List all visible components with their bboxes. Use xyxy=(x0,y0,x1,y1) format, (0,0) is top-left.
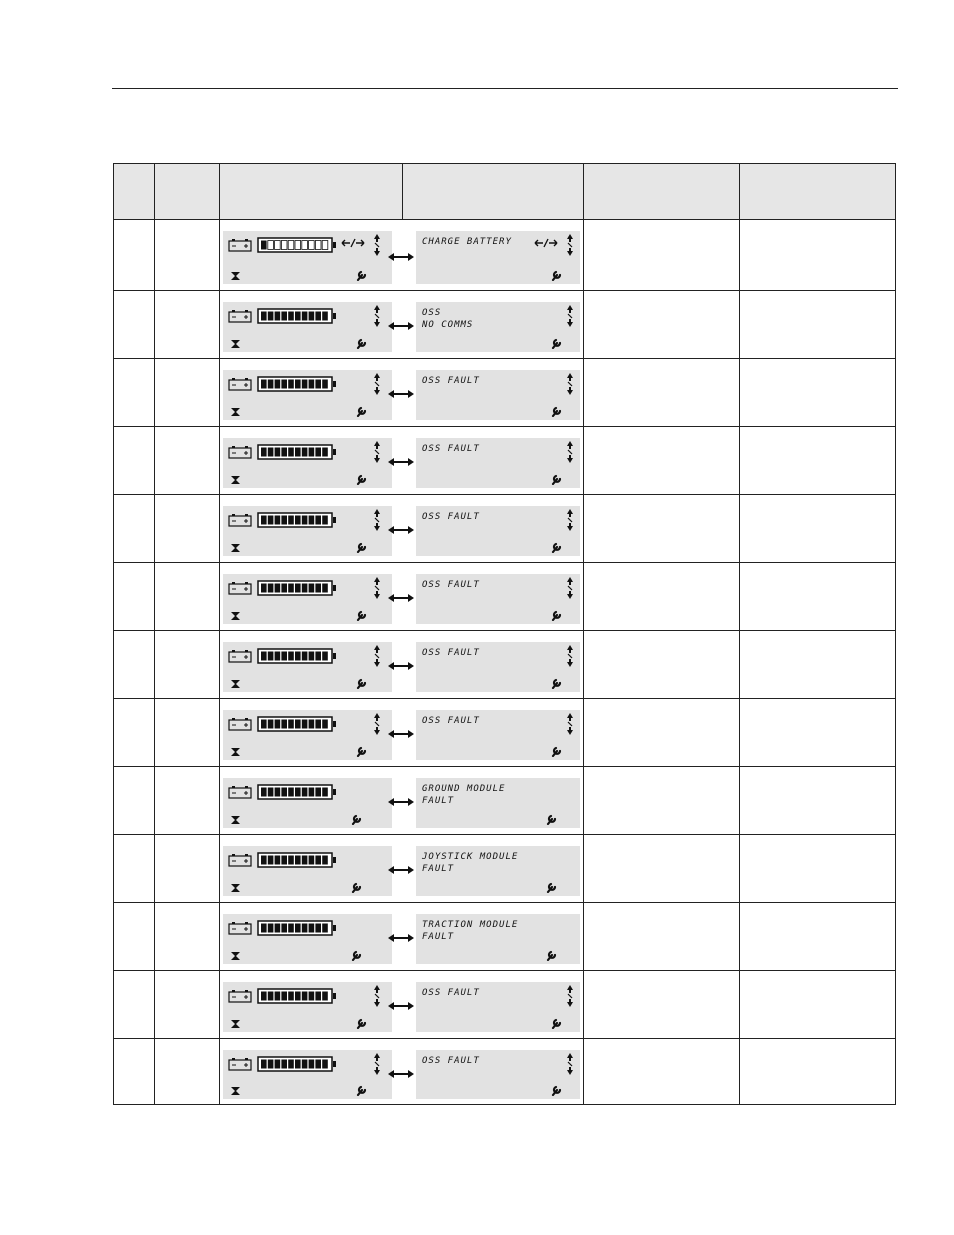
wrench-icon xyxy=(351,881,362,893)
battery-segment-filled xyxy=(322,856,328,865)
double-arrow-icon xyxy=(388,252,414,262)
wrench-icon xyxy=(356,745,367,757)
lcd-message-line-1: OSS FAULT xyxy=(422,648,480,658)
lcd-main-screen xyxy=(223,846,392,896)
lcd-message-line-2: FAULT xyxy=(422,864,455,874)
battery-segment-filled xyxy=(281,788,287,797)
battery-segment-empty xyxy=(295,241,301,250)
battery-segment-filled xyxy=(275,924,281,933)
battery-segment-filled xyxy=(261,312,267,321)
battery-segment-filled xyxy=(275,788,281,797)
fault-display-table xyxy=(113,163,896,1105)
double-arrow-icon xyxy=(388,1001,414,1011)
lcd-message-screen xyxy=(416,642,580,692)
battery-segment-empty xyxy=(288,241,294,250)
battery-level-gauge xyxy=(257,1056,337,1072)
battery-segment-filled xyxy=(309,720,315,729)
table-row xyxy=(114,220,897,291)
battery-segment-filled xyxy=(295,652,301,661)
lightning-icon xyxy=(565,1053,575,1075)
battery-segment-filled xyxy=(302,448,308,457)
battery-level-gauge xyxy=(257,444,337,460)
double-arrow-icon xyxy=(388,1069,414,1079)
wrench-icon xyxy=(356,405,367,417)
battery-segment-filled xyxy=(315,312,321,321)
battery-segment-filled xyxy=(322,1060,328,1069)
battery-segment-filled xyxy=(315,584,321,593)
lightning-icon xyxy=(372,441,382,463)
wrench-icon xyxy=(551,609,562,621)
battery-segment-filled xyxy=(281,652,287,661)
lightning-icon xyxy=(565,645,575,667)
battery-segment-filled xyxy=(288,448,294,457)
battery-segment-filled xyxy=(281,992,287,1001)
top-rule xyxy=(112,88,898,89)
double-arrow-icon xyxy=(388,797,414,807)
battery-level-gauge xyxy=(257,648,337,664)
wrench-icon xyxy=(356,269,367,281)
lcd-message-line-1: OSS FAULT xyxy=(422,512,480,522)
lightning-icon xyxy=(565,373,575,395)
double-arrow-icon xyxy=(388,321,414,331)
battery-segment-filled xyxy=(309,1060,315,1069)
battery-segment-filled xyxy=(275,516,281,525)
wrench-icon xyxy=(356,337,367,349)
battery-segment-empty xyxy=(281,241,287,250)
battery-segment-filled xyxy=(302,720,308,729)
battery-segment-filled xyxy=(288,652,294,661)
lcd-message-screen xyxy=(416,574,580,624)
lcd-message-screen xyxy=(416,438,580,488)
lcd-message-line-2: FAULT xyxy=(422,932,455,942)
hourglass-icon xyxy=(230,339,241,349)
wrench-icon xyxy=(551,1084,562,1096)
wrench-icon xyxy=(551,269,562,281)
battery-level-gauge xyxy=(257,988,337,1004)
battery-segment-filled xyxy=(302,856,308,865)
lcd-main-screen xyxy=(223,370,392,420)
lightning-icon xyxy=(372,713,382,735)
battery-segment-filled xyxy=(275,312,281,321)
wrench-icon xyxy=(551,541,562,553)
battery-segment-filled xyxy=(295,584,301,593)
battery-segment-filled xyxy=(268,924,274,933)
battery-segment-filled xyxy=(281,1060,287,1069)
wrench-icon xyxy=(351,949,362,961)
battery-segment-filled xyxy=(281,856,287,865)
wrench-icon xyxy=(551,1017,562,1029)
battery-segment-filled xyxy=(302,992,308,1001)
lightning-icon xyxy=(565,577,575,599)
lightning-icon xyxy=(372,509,382,531)
plug-disconnect-icon xyxy=(341,238,365,248)
wrench-icon xyxy=(551,405,562,417)
lightning-icon xyxy=(565,509,575,531)
battery-segment-filled xyxy=(281,312,287,321)
battery-icon xyxy=(228,785,252,799)
battery-icon xyxy=(228,238,252,252)
battery-segment-filled xyxy=(309,448,315,457)
lcd-message-screen xyxy=(416,982,580,1032)
wrench-icon xyxy=(351,813,362,825)
battery-segment-filled xyxy=(309,788,315,797)
lightning-icon xyxy=(565,985,575,1007)
battery-segment-filled xyxy=(268,652,274,661)
hourglass-icon xyxy=(230,1086,241,1096)
hourglass-icon xyxy=(230,883,241,893)
battery-segment-filled xyxy=(261,652,267,661)
battery-segment-filled xyxy=(295,516,301,525)
battery-icon xyxy=(228,649,252,663)
battery-segment-filled xyxy=(302,516,308,525)
double-arrow-icon xyxy=(388,457,414,467)
lcd-message-line-2: NO COMMS xyxy=(422,320,474,330)
battery-segment-filled xyxy=(315,992,321,1001)
hourglass-icon xyxy=(230,543,241,553)
battery-segment-empty xyxy=(302,241,308,250)
lcd-message-line-1: OSS FAULT xyxy=(422,988,480,998)
lcd-main-screen xyxy=(223,1050,392,1099)
battery-segment-filled xyxy=(295,720,301,729)
battery-segment-filled xyxy=(295,856,301,865)
battery-segment-filled xyxy=(268,516,274,525)
battery-segment-filled xyxy=(302,924,308,933)
battery-segment-filled xyxy=(295,1060,301,1069)
lcd-message-screen xyxy=(416,1050,580,1099)
battery-segment-filled xyxy=(281,720,287,729)
battery-level-gauge xyxy=(257,784,337,800)
battery-segment-filled xyxy=(288,1060,294,1069)
wrench-icon xyxy=(356,677,367,689)
battery-segment-filled xyxy=(302,652,308,661)
lcd-message-screen xyxy=(416,846,580,896)
lcd-main-screen xyxy=(223,914,392,964)
table-row xyxy=(114,359,897,427)
battery-segment-filled xyxy=(281,448,287,457)
battery-segment-filled xyxy=(322,312,328,321)
battery-segment-filled xyxy=(322,584,328,593)
battery-segment-filled xyxy=(281,924,287,933)
lcd-message-screen xyxy=(416,302,580,352)
battery-segment-filled xyxy=(322,788,328,797)
battery-segment-filled xyxy=(322,380,328,389)
battery-segment-filled xyxy=(261,1060,267,1069)
hourglass-icon xyxy=(230,407,241,417)
battery-segment-filled xyxy=(295,448,301,457)
wrench-icon xyxy=(551,337,562,349)
battery-segment-filled xyxy=(295,924,301,933)
battery-segment-filled xyxy=(288,788,294,797)
lcd-message-screen xyxy=(416,710,580,760)
wrench-icon xyxy=(356,1017,367,1029)
hourglass-icon xyxy=(230,475,241,485)
lcd-message-line-1: OSS FAULT xyxy=(422,580,480,590)
hourglass-icon xyxy=(230,611,241,621)
battery-segment-filled xyxy=(261,516,267,525)
battery-segment-filled xyxy=(302,584,308,593)
battery-segment-filled xyxy=(302,380,308,389)
lightning-icon xyxy=(372,1053,382,1075)
table-row xyxy=(114,1039,897,1106)
wrench-icon xyxy=(356,541,367,553)
wrench-icon xyxy=(356,609,367,621)
battery-icon xyxy=(228,717,252,731)
battery-segment-filled xyxy=(288,380,294,389)
battery-segment-filled xyxy=(261,992,267,1001)
battery-segment-filled xyxy=(315,924,321,933)
battery-icon xyxy=(228,989,252,1003)
battery-segment-filled xyxy=(322,992,328,1001)
double-arrow-icon xyxy=(388,389,414,399)
battery-level-gauge xyxy=(257,716,337,732)
battery-level-gauge xyxy=(257,852,337,868)
battery-segment-filled xyxy=(261,241,267,250)
table-row xyxy=(114,971,897,1039)
battery-segment-filled xyxy=(288,312,294,321)
battery-segment-empty xyxy=(309,241,315,250)
lcd-main-screen xyxy=(223,642,392,692)
battery-segment-filled xyxy=(275,856,281,865)
battery-segment-filled xyxy=(275,380,281,389)
lcd-message-line-1: OSS FAULT xyxy=(422,376,480,386)
battery-segment-filled xyxy=(268,1060,274,1069)
battery-level-gauge xyxy=(257,237,337,253)
lcd-message-line-1: JOYSTICK MODULE xyxy=(422,852,519,862)
battery-segment-filled xyxy=(322,652,328,661)
wrench-icon xyxy=(546,881,557,893)
battery-segment-filled xyxy=(309,992,315,1001)
battery-segment-filled xyxy=(275,584,281,593)
battery-segment-filled xyxy=(309,584,315,593)
lcd-message-screen xyxy=(416,914,580,964)
double-arrow-icon xyxy=(388,593,414,603)
double-arrow-icon xyxy=(388,865,414,875)
battery-segment-filled xyxy=(275,992,281,1001)
battery-segment-filled xyxy=(268,380,274,389)
lightning-icon xyxy=(565,234,575,256)
battery-segment-filled xyxy=(302,1060,308,1069)
battery-segment-empty xyxy=(315,241,321,250)
wrench-icon xyxy=(356,473,367,485)
double-arrow-icon xyxy=(388,525,414,535)
table-row xyxy=(114,903,897,971)
table-row xyxy=(114,291,897,359)
battery-segment-filled xyxy=(288,924,294,933)
battery-segment-filled xyxy=(261,788,267,797)
lightning-icon xyxy=(372,305,382,327)
lightning-icon xyxy=(372,373,382,395)
lightning-icon xyxy=(372,645,382,667)
lcd-message-screen xyxy=(416,506,580,556)
lightning-icon xyxy=(372,234,382,256)
lcd-message-line-1: OSS xyxy=(422,308,442,318)
battery-segment-filled xyxy=(288,720,294,729)
battery-segment-filled xyxy=(261,924,267,933)
battery-level-gauge xyxy=(257,920,337,936)
lightning-icon xyxy=(565,305,575,327)
lcd-main-screen xyxy=(223,438,392,488)
battery-icon xyxy=(228,581,252,595)
lcd-main-screen xyxy=(223,982,392,1032)
wrench-icon xyxy=(546,813,557,825)
lightning-icon xyxy=(372,577,382,599)
battery-segment-filled xyxy=(261,720,267,729)
battery-segment-filled xyxy=(302,312,308,321)
battery-segment-filled xyxy=(261,584,267,593)
battery-segment-filled xyxy=(268,856,274,865)
battery-icon xyxy=(228,1057,252,1071)
lcd-main-screen xyxy=(223,506,392,556)
battery-segment-filled xyxy=(315,788,321,797)
battery-segment-filled xyxy=(288,516,294,525)
battery-icon xyxy=(228,513,252,527)
lcd-message-screen xyxy=(416,370,580,420)
table-row xyxy=(114,427,897,495)
battery-segment-filled xyxy=(322,720,328,729)
wrench-icon xyxy=(551,745,562,757)
hourglass-icon xyxy=(230,951,241,961)
plug-disconnect-icon xyxy=(534,238,558,248)
battery-segment-filled xyxy=(268,448,274,457)
battery-segment-filled xyxy=(309,652,315,661)
hourglass-icon xyxy=(230,747,241,757)
table-row xyxy=(114,835,897,903)
lcd-message-line-1: TRACTION MODULE xyxy=(422,920,519,930)
lightning-icon xyxy=(372,985,382,1007)
battery-segment-filled xyxy=(281,516,287,525)
battery-segment-filled xyxy=(275,448,281,457)
hourglass-icon xyxy=(230,679,241,689)
lcd-main-screen xyxy=(223,231,392,284)
battery-segment-filled xyxy=(275,652,281,661)
table-row xyxy=(114,563,897,631)
table-row xyxy=(114,631,897,699)
battery-segment-filled xyxy=(315,1060,321,1069)
battery-segment-filled xyxy=(315,856,321,865)
battery-icon xyxy=(228,377,252,391)
battery-level-gauge xyxy=(257,512,337,528)
lcd-message-line-1: GROUND MODULE xyxy=(422,784,506,794)
battery-segment-empty xyxy=(275,241,281,250)
lcd-message-line-1: OSS FAULT xyxy=(422,716,480,726)
battery-icon xyxy=(228,853,252,867)
lcd-main-screen xyxy=(223,574,392,624)
battery-segment-filled xyxy=(281,380,287,389)
battery-segment-filled xyxy=(322,924,328,933)
battery-segment-filled xyxy=(261,380,267,389)
battery-segment-filled xyxy=(309,516,315,525)
table-header xyxy=(114,164,895,220)
lcd-main-screen xyxy=(223,710,392,760)
wrench-icon xyxy=(551,473,562,485)
battery-segment-filled xyxy=(322,448,328,457)
hourglass-icon xyxy=(230,815,241,825)
battery-segment-filled xyxy=(295,788,301,797)
battery-level-gauge xyxy=(257,376,337,392)
battery-level-gauge xyxy=(257,580,337,596)
battery-segment-filled xyxy=(275,720,281,729)
battery-icon xyxy=(228,309,252,323)
wrench-icon xyxy=(546,949,557,961)
table-row xyxy=(114,767,897,835)
battery-segment-filled xyxy=(268,720,274,729)
battery-segment-filled xyxy=(268,992,274,1001)
double-arrow-icon xyxy=(388,933,414,943)
battery-segment-filled xyxy=(295,992,301,1001)
battery-segment-filled xyxy=(302,788,308,797)
battery-segment-filled xyxy=(261,448,267,457)
lcd-message-line-1: CHARGE BATTERY xyxy=(422,237,512,247)
lcd-main-screen xyxy=(223,778,392,828)
battery-icon xyxy=(228,921,252,935)
battery-segment-filled xyxy=(275,1060,281,1069)
lightning-icon xyxy=(565,441,575,463)
wrench-icon xyxy=(551,677,562,689)
battery-level-gauge xyxy=(257,308,337,324)
battery-segment-empty xyxy=(268,241,274,250)
hourglass-icon xyxy=(230,1019,241,1029)
battery-segment-filled xyxy=(322,516,328,525)
battery-segment-filled xyxy=(315,516,321,525)
lcd-main-screen xyxy=(223,302,392,352)
double-arrow-icon xyxy=(388,729,414,739)
double-arrow-icon xyxy=(388,661,414,671)
battery-segment-filled xyxy=(268,312,274,321)
battery-segment-filled xyxy=(309,924,315,933)
battery-segment-filled xyxy=(315,720,321,729)
table-row xyxy=(114,495,897,563)
battery-segment-filled xyxy=(268,788,274,797)
lightning-icon xyxy=(565,713,575,735)
battery-segment-filled xyxy=(295,312,301,321)
battery-segment-filled xyxy=(309,856,315,865)
battery-segment-empty xyxy=(322,241,328,250)
battery-segment-filled xyxy=(295,380,301,389)
battery-segment-filled xyxy=(315,380,321,389)
lcd-message-screen xyxy=(416,778,580,828)
lcd-message-line-2: FAULT xyxy=(422,796,455,806)
lcd-message-screen xyxy=(416,231,580,284)
battery-segment-filled xyxy=(309,380,315,389)
battery-segment-filled xyxy=(309,312,315,321)
battery-segment-filled xyxy=(288,584,294,593)
table-row xyxy=(114,699,897,767)
header-divider xyxy=(402,164,403,220)
lcd-message-line-1: OSS FAULT xyxy=(422,444,480,454)
battery-segment-filled xyxy=(288,856,294,865)
battery-segment-filled xyxy=(288,992,294,1001)
battery-icon xyxy=(228,445,252,459)
battery-segment-filled xyxy=(315,448,321,457)
battery-segment-filled xyxy=(315,652,321,661)
wrench-icon xyxy=(356,1084,367,1096)
hourglass-icon xyxy=(230,271,241,281)
battery-segment-filled xyxy=(261,856,267,865)
battery-segment-filled xyxy=(268,584,274,593)
lcd-message-line-1: OSS FAULT xyxy=(422,1056,480,1066)
battery-segment-filled xyxy=(281,584,287,593)
